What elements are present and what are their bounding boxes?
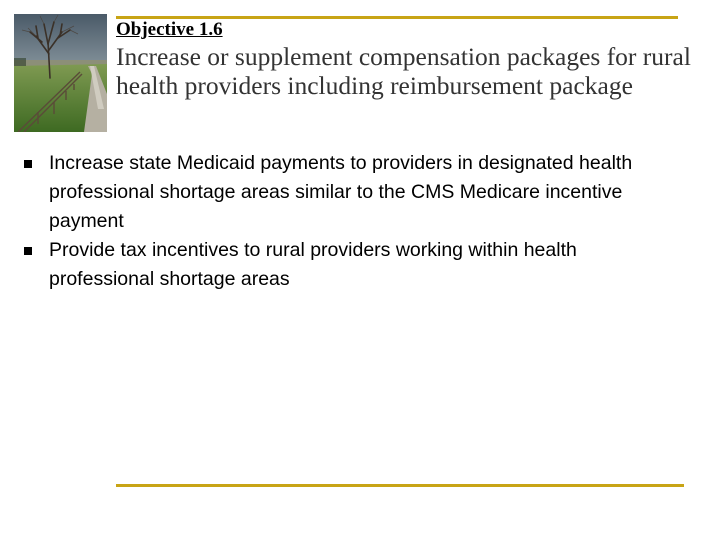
- square-bullet-icon: [24, 247, 32, 255]
- bullet-list: [20, 149, 680, 294]
- rural-road-image: [14, 14, 107, 132]
- objective-label: Objective 1.6: [116, 19, 223, 40]
- bullet-text: Increase state Medicaid payments to providers in designated health professional shortage areas similar to the CMS Medicare incentive payment: [49, 152, 633, 232]
- bullet-text: Provide tax incentives to rural providers working within health professional shortage areas: [49, 239, 577, 290]
- bullet-item: [20, 149, 680, 236]
- footer-rule: [116, 484, 684, 487]
- bullet-item: [20, 236, 680, 294]
- slide-title: Increase or supplement compensation packages for rural health providers including reimbursement package: [116, 42, 691, 100]
- square-bullet-icon: [24, 160, 32, 168]
- rural-road-photo: [14, 14, 107, 132]
